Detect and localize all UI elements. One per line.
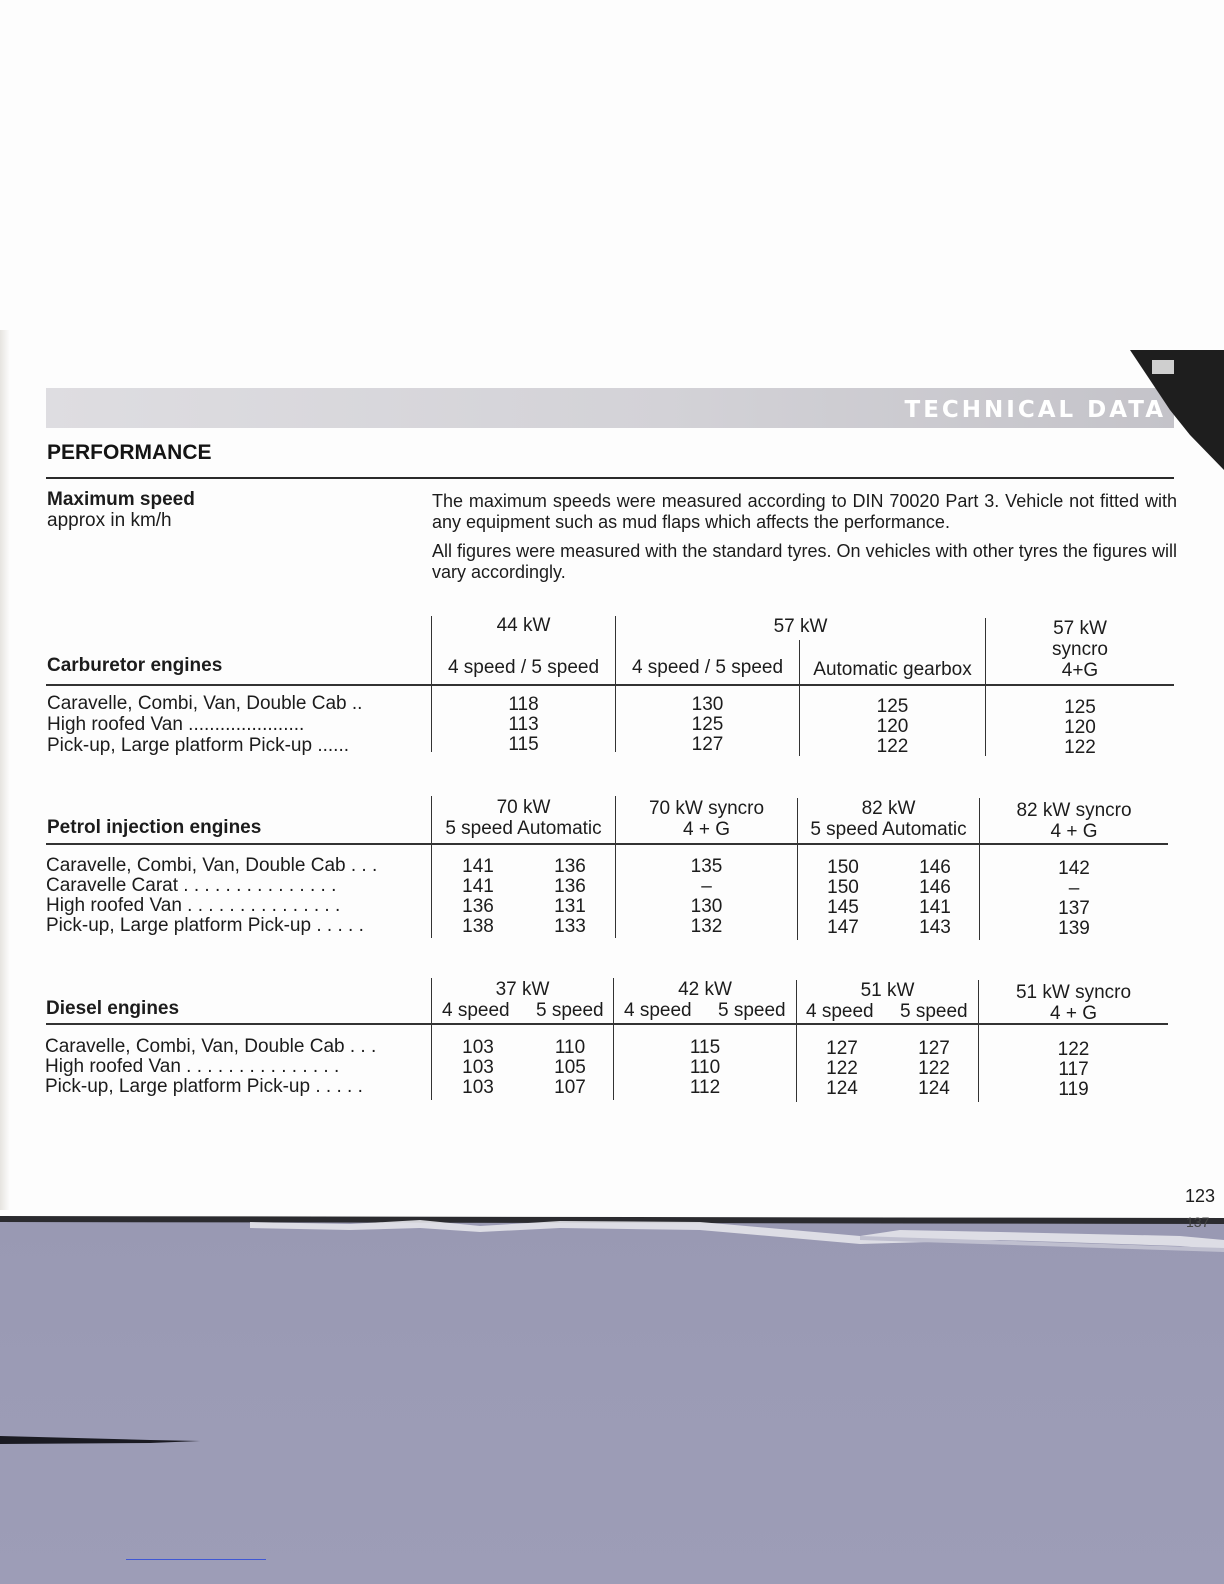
table-cell: 137	[1058, 898, 1090, 919]
petrol-sub-82kw-syncro: 4 + G	[1050, 821, 1098, 842]
table-cell: 117	[1058, 1059, 1089, 1080]
table-cell: 136	[554, 876, 586, 897]
carb-col-44kw	[432, 695, 615, 755]
carb-row-label: Pick-up, Large platform Pick-up ......	[47, 735, 350, 756]
table-cell: 124	[826, 1078, 858, 1099]
table-cell: 139	[1058, 918, 1090, 939]
carb-row-label: High roofed Van ......................	[47, 714, 305, 735]
petrol-row-label: High roofed Van . . . . . . . . . . . . . . .	[46, 895, 341, 916]
table-cell: 146	[919, 877, 951, 898]
carburetor-title: Carburetor engines	[47, 655, 223, 676]
table-cell: 147	[827, 917, 859, 938]
petrol-row-label: Caravelle, Combi, Van, Double Cab . . .	[46, 855, 378, 876]
diesel-col-37kw-5speed	[540, 1038, 600, 1098]
diesel-col-51kw-syncro	[979, 1040, 1168, 1100]
table-cell: 130	[691, 694, 724, 715]
table-cell: 103	[462, 1037, 494, 1058]
page-number-under: 137	[1186, 1214, 1210, 1230]
carb-header-44kw: 44 kW	[496, 615, 551, 636]
max-speed-label: Maximum speed	[47, 489, 195, 510]
page-left-edge	[0, 330, 10, 1210]
table-cell: 141	[919, 897, 951, 918]
table-cell: 133	[554, 916, 586, 937]
table-cell: 119	[1058, 1079, 1089, 1100]
petrol-row-label: Caravelle Carat . . . . . . . . . . . . . . .	[46, 875, 337, 896]
table-cell: 136	[554, 856, 586, 877]
table-cell: 125	[1064, 697, 1096, 718]
scan-shadow-streak	[0, 1432, 200, 1448]
petrol-header-70kw: 70 kW	[496, 797, 551, 818]
underline-artifact	[126, 1559, 266, 1560]
scan-backdrop	[0, 1222, 1224, 1584]
table-cell: 120	[1064, 717, 1096, 738]
table-cell: 113	[508, 714, 539, 735]
petrol-header-70kw-syncro: 70 kW syncro	[648, 798, 765, 819]
table-cell: –	[701, 876, 712, 897]
table-cell: –	[1068, 878, 1080, 899]
diesel-row-label: Caravelle, Combi, Van, Double Cab . . .	[45, 1036, 377, 1057]
petrol-sub-70kw: 5 speed Automatic	[445, 818, 602, 839]
carb-col-57kw-auto	[800, 697, 985, 757]
petrol-header-82kw-syncro: 82 kW syncro	[1016, 800, 1132, 821]
petrol-title: Petrol injection engines	[47, 817, 262, 838]
table-cell: 103	[462, 1057, 494, 1078]
table-cell: 122	[1064, 737, 1096, 758]
table-cell: 125	[876, 696, 909, 717]
table-cell: 107	[554, 1077, 586, 1098]
table-cell: 112	[689, 1077, 721, 1098]
diesel-sub-42kw-5speed: 5 speed	[718, 1000, 786, 1021]
carb-sub-57kw-manual: 4 speed / 5 speed	[631, 657, 784, 678]
page-number: 123	[1185, 1186, 1216, 1206]
diesel-title: Diesel engines	[46, 998, 180, 1019]
diesel-header-51kw: 51 kW	[860, 980, 915, 1001]
petrol-sub-70kw-syncro: 4 + G	[683, 819, 730, 840]
diesel-col-51kw-4speed	[812, 1039, 872, 1099]
petrol-sub-82kw: 5 speed Automatic	[810, 819, 967, 840]
carb-row-label: Caravelle, Combi, Van, Double Cab ..	[47, 693, 363, 714]
petrol-row-label: Pick-up, Large platform Pick-up . . . . .	[46, 915, 364, 936]
diesel-header-51kw-syncro: 51 kW syncro	[1015, 982, 1132, 1003]
table-cell: 122	[1057, 1039, 1090, 1060]
intro-text	[432, 491, 1177, 591]
table-cell: 122	[918, 1058, 950, 1079]
page-bottom-edge	[0, 1210, 1224, 1260]
diesel-header-42kw: 42 kW	[678, 979, 732, 1000]
table-cell: 132	[690, 916, 723, 937]
table-cell: 135	[690, 856, 723, 877]
header-title: TECHNICAL DATA	[904, 397, 1166, 423]
title-rule	[46, 477, 1174, 479]
carb-sub-57kw-auto: Automatic gearbox	[813, 659, 972, 680]
table-cell: 124	[918, 1078, 950, 1099]
petrol-col-70kw-5speed	[448, 857, 508, 937]
table-cell: 150	[827, 877, 859, 898]
table-cell: 110	[554, 1037, 586, 1058]
table-cell: 127	[826, 1038, 858, 1059]
diesel-sub-51kw-syncro: 4 + G	[1050, 1003, 1097, 1024]
intro-paragraph-1: The maximum speeds were measured according to DIN 70020 Part 3. Vehicle not fitted with any equipment such as mud flaps which affects the performance.	[432, 491, 1177, 532]
petrol-col-70kw-auto	[540, 857, 600, 937]
table-cell: 136	[462, 896, 494, 917]
diesel-header-37kw: 37 kW	[495, 979, 550, 1000]
page-corner-tab-icon	[1130, 350, 1224, 470]
table-cell: 115	[689, 1037, 721, 1058]
diesel-sub-42kw-4speed: 4 speed	[624, 1000, 692, 1021]
table-cell: 118	[508, 694, 539, 715]
diesel-sub-37kw-4speed: 4 speed	[442, 1000, 510, 1021]
max-speed-heading	[47, 489, 195, 531]
table-cell: 103	[462, 1077, 494, 1098]
table-cell: 122	[876, 736, 909, 757]
petrol-col-82kw-5speed	[813, 858, 873, 938]
section-title: PERFORMANCE	[47, 441, 212, 464]
table-cell: 131	[554, 896, 586, 917]
max-speed-unit: approx in km/h	[47, 510, 172, 531]
table-cell: 105	[554, 1057, 586, 1078]
diesel-row-label: High roofed Van . . . . . . . . . . . . . . .	[45, 1056, 340, 1077]
table-cell: 115	[508, 734, 539, 755]
header-band	[46, 388, 1174, 428]
diesel-row-label: Pick-up, Large platform Pick-up . . . . .	[45, 1076, 363, 1097]
carb-col-57kw-manual	[616, 695, 799, 755]
carb-sub-44kw: 4 speed / 5 speed	[447, 657, 600, 678]
table-cell: 145	[827, 897, 859, 918]
table-cell: 141	[462, 856, 494, 877]
diesel-sub-51kw-4speed: 4 speed	[806, 1001, 874, 1022]
table-cell: 143	[919, 917, 951, 938]
carb-header-57kw: 57 kW	[773, 616, 828, 637]
table-cell: 122	[826, 1058, 858, 1079]
table-cell: 110	[689, 1057, 721, 1078]
diesel-sub-37kw-5speed: 5 speed	[536, 1000, 604, 1021]
diesel-sub-51kw-5speed: 5 speed	[900, 1001, 968, 1022]
table-cell: 127	[918, 1038, 950, 1059]
diesel-col-37kw-4speed	[448, 1038, 508, 1098]
diesel-col-51kw-5speed	[904, 1039, 964, 1099]
diesel-col-42kw	[614, 1038, 796, 1098]
table-cell: 138	[462, 916, 494, 937]
carb-header-syncro: syncro	[1052, 639, 1108, 660]
table-cell: 120	[876, 716, 909, 737]
table-cell: 141	[462, 876, 494, 897]
carb-header-4g: 4+G	[1061, 660, 1099, 681]
petrol-col-82kw-syncro	[980, 859, 1168, 939]
petrol-header-82kw: 82 kW	[861, 798, 916, 819]
table-cell: 127	[691, 734, 724, 755]
table-cell: 146	[919, 857, 951, 878]
carb-col-57kw-syncro	[986, 698, 1174, 758]
carb-header-57kw-syncro: 57 kW	[1053, 618, 1107, 639]
table-cell: 130	[690, 896, 723, 917]
table-cell: 125	[691, 714, 724, 735]
intro-paragraph-2: All figures were measured with the standard tyres. On vehicles with other tyres the figures will vary accordingly.	[432, 541, 1177, 582]
table-cell: 142	[1058, 858, 1090, 879]
petrol-col-82kw-auto	[905, 858, 965, 938]
petrol-col-70kw-syncro	[616, 857, 797, 937]
table-cell: 150	[827, 857, 859, 878]
